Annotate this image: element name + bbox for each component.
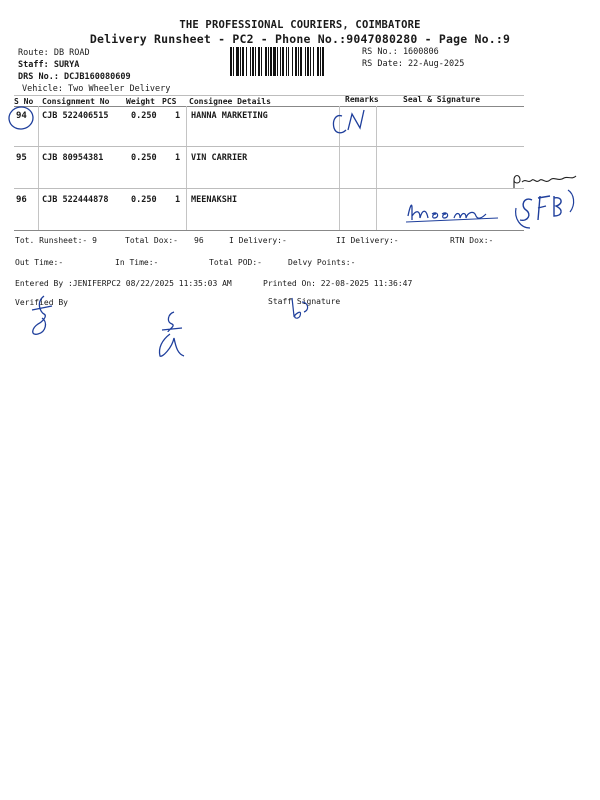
col-header-consignee: Consignee Details xyxy=(189,97,271,106)
signature-96 xyxy=(402,196,506,226)
tot-runsheet: Tot. Runsheet:- 9 xyxy=(15,236,97,245)
row-pcs: 1 xyxy=(175,153,181,163)
row-sno: 95 xyxy=(16,153,27,163)
rs-date: RS Date: 22-Aug-2025 xyxy=(362,59,465,69)
row-consignee: MEENAKSHI xyxy=(191,195,238,205)
in-time-label: In Time:- xyxy=(115,258,159,267)
total-pod-label: Total POD:- xyxy=(209,258,262,267)
col-header-seal: Seal & Signature xyxy=(403,95,481,104)
table-header-rule xyxy=(14,106,524,107)
column-divider xyxy=(376,106,377,230)
ii-delivery-label: II Delivery:- xyxy=(336,236,399,245)
row-consignee: VIN CARRIER xyxy=(191,153,248,163)
row-consignee: HANNA MARKETING xyxy=(191,111,268,121)
printed-on: Printed On: 22-08-2025 11:36:47 xyxy=(263,279,413,288)
rtn-dox-label: RTN Dox:- xyxy=(450,236,494,245)
row-pcs: 1 xyxy=(175,111,181,121)
row-94-circle-mark xyxy=(6,104,36,132)
runsheet-title: Delivery Runsheet - PC2 - Phone No.:9047080280 - Page No.:9 xyxy=(89,32,511,46)
row-sno: 96 xyxy=(16,195,27,205)
column-divider xyxy=(186,106,187,230)
col-header-sno: S No xyxy=(14,97,34,106)
col-header-consignment: Consignment No xyxy=(42,97,110,106)
barcode-image xyxy=(230,47,358,76)
entered-by: Entered By :JENIFERPC2 08/22/2025 11:35:03 AM xyxy=(15,279,232,288)
row-consignment: CJB 80954381 xyxy=(42,153,104,163)
drs-number: DRS No.: DCJB160080609 xyxy=(18,72,131,82)
verified-by-label: Verified By xyxy=(15,298,68,307)
col-header-remarks: Remarks xyxy=(345,95,379,104)
staff-signature-ink xyxy=(286,292,314,322)
row-divider xyxy=(14,146,524,147)
route-label: Route: DB ROAD xyxy=(18,48,90,58)
col-header-pcs: PCS xyxy=(162,97,177,106)
company-title: THE PROFESSIONAL COURIERS, COIMBATORE xyxy=(179,19,421,31)
row-sno: 94 xyxy=(16,111,27,121)
verified-by-signature xyxy=(24,292,60,340)
row-weight: 0.250 xyxy=(131,195,157,205)
col-header-weight: Weight xyxy=(126,97,155,106)
total-dox-value: 96 xyxy=(194,236,204,245)
i-delivery-label: I Delivery:- xyxy=(229,236,287,245)
total-dox-label: Total Dox:- xyxy=(125,236,178,245)
staff-signature-label: Staff Signature xyxy=(268,297,341,306)
delvy-points-label: Delvy Points:- xyxy=(288,258,356,267)
rs-number: RS No.: 1600806 xyxy=(362,47,439,57)
remark-94-signature xyxy=(328,104,372,140)
stamp-96-signature xyxy=(506,170,582,232)
out-time-label: Out Time:- xyxy=(15,258,64,267)
table-bottom-rule xyxy=(14,230,524,231)
vehicle-label: Vehicle: Two Wheeler Delivery xyxy=(22,84,171,94)
staff-label: Staff: SURYA xyxy=(18,60,80,70)
row-divider xyxy=(14,188,524,189)
verified-by-signature-2 xyxy=(152,308,190,364)
row-consignment: CJB 522406515 xyxy=(42,111,109,121)
column-divider xyxy=(38,106,39,230)
row-consignment: CJB 522444878 xyxy=(42,195,109,205)
row-pcs: 1 xyxy=(175,195,181,205)
row-weight: 0.250 xyxy=(131,111,157,121)
row-weight: 0.250 xyxy=(131,153,157,163)
